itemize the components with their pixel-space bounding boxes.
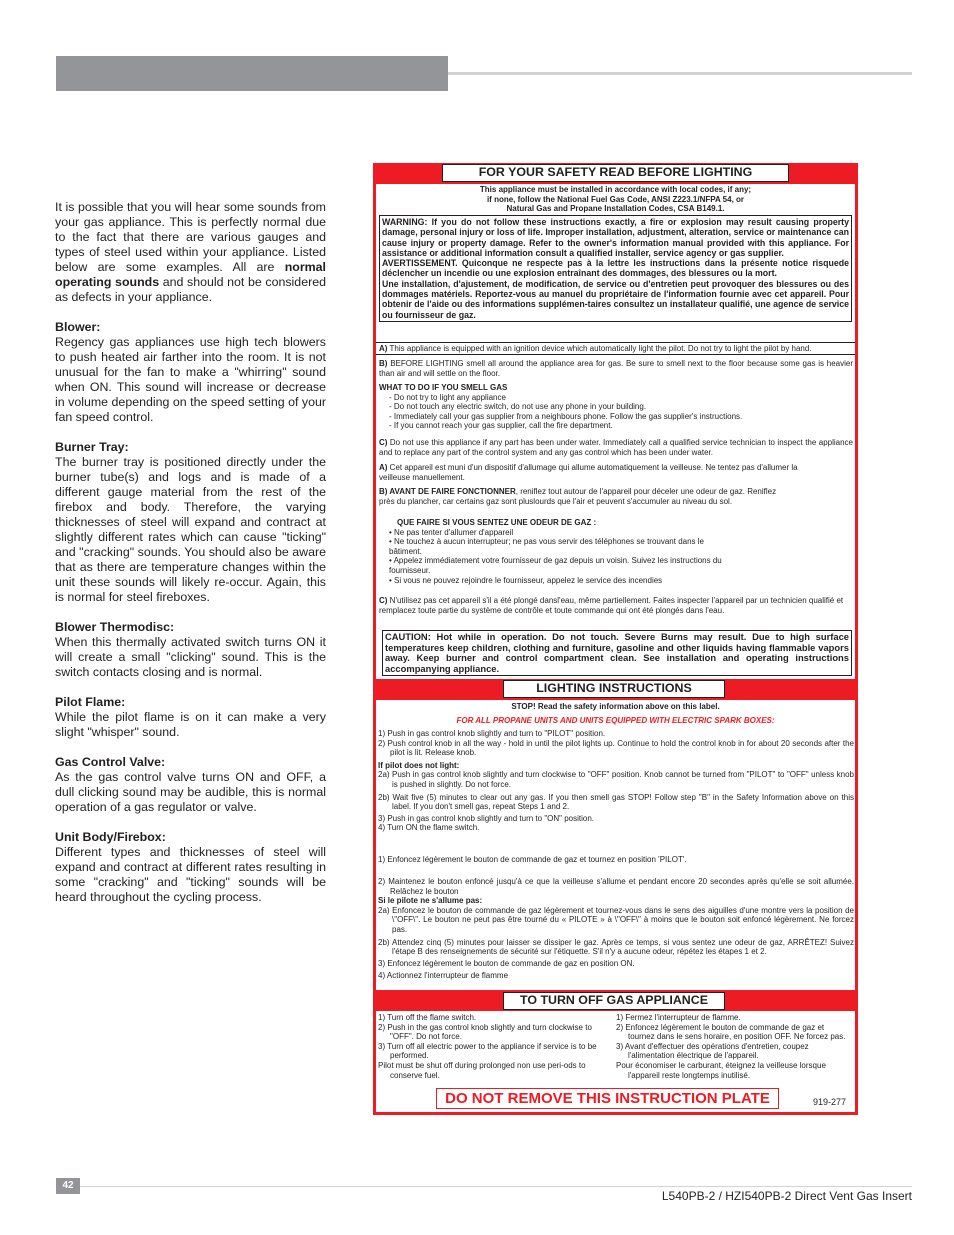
section-body: Different types and thicknesses of steel will expand and contract at different rates resulting in some "cracking" and "ticking" sounds will be heard throughout the cycling process.	[55, 845, 326, 904]
section-body: Regency gas appliances use high tech blowers to push heated air farther into the room. It is not unusual for the fan to make a "whirring" sound when ON. This sound will increase or decrease in volume depending on the speed setting of your fan speed control.	[55, 335, 326, 424]
do-not-remove-label: DO NOT REMOVE THIS INSTRUCTION PLATE	[436, 1088, 779, 1109]
part-number: 919-277	[813, 1097, 847, 1107]
item-a-fr: A) Cet appareil est muni d'un dispositif d'allumage qui allume automatiquement la veilleuse. Ne tentez pas d'allumer la veilleuse manuellement.	[379, 463, 798, 482]
item-b-fr: B) AVANT DE FAIRE FONCTIONNER, reniflez tout autour de l'appareil pour déceler une odeur de gaz. Reniflez près du plancher, car certains gaz sont pluslourds que l'air et peuvent s'accumuler au niveau du sol.	[379, 487, 777, 506]
install-note: This appliance must be installed in accordance with local codes, if any; if none, follow the National Fuel Gas Code, ANSI Z223.1/NFPA 54, or Natural Gas and Propane Installation Codes, CSA B149.1.	[479, 185, 752, 214]
item-b-en: B) BEFORE LIGHTING smell all around the appliance area for gas. Be sure to smell next to the floor because some gas is heavier than air and will settle on the floor.	[379, 359, 853, 378]
lighting-step-fr-1: 1) Enfoncez légèrement le bouton de commande de gaz et tournez en position 'PILOT'.	[378, 855, 687, 864]
divider	[376, 342, 855, 343]
section-title: Burner Tray:	[55, 440, 129, 454]
smell-gas-en: WHAT TO DO IF YOU SMELL GAS - Do not try to light any appliance - Do not touch any electric switch, do not use any phone in your building. - Immediately call your gas supplier from a neighbours phone. Follow the gas supplier's instructions. - If you cannot reach your gas supplier, call the fire department.	[379, 383, 743, 431]
safety-panel	[376, 184, 855, 679]
turn-off-title: TO TURN OFF GAS APPLIANCE	[503, 992, 725, 1010]
caution-box: CAUTION: Hot while in operation. Do not touch. Severe Burns may result. Due to high surface temperatures keep children, clothing and furniture, gasoline and other liquids having flammable vapors away. Keep burner and control compartment clean. See installation and operating instructions accompanying appliance.	[382, 630, 852, 676]
turn-off-steps-en: 1) Turn off the flame switch. 2) Push in the gas control knob slightly and turn clockwise to "OFF". Do not force. 3) Turn off all electric power to the appliance if service is to be performed. Pilot must be shut off during prolonged non use peri-ods to conserve fuel.	[378, 1013, 597, 1080]
page-number: 42	[56, 1178, 80, 1194]
section-title: Unit Body/Firebox:	[55, 830, 166, 844]
warning-box: WARNING: If you do not follow these instructions exactly, a fire or explosion may result causing property damage, personal injury or loss of life. Improper installation, adjustment, alteration, service or maintenance can cause injury or property damage. Refer to the owner's information manual provided with this appliance. For assistance or additional information consult a qualified installer, service agency or gas supplier. AVERTISSEMENT. Quiconque ne respecte pas à la lettre les instructions dans la présente notice risquede déclencher un incendie ou une explosion entraînant des dommages, des blessures ou la mort. Une installation, d'ajustement, de modification, de service ou d'entretien peut provoquer des blessures ou des dommages matériels. Reportez-vous au manuel du propriétaire de l'information fournie avec cet appareil. Pour obtenir de l'aide ou des informations supplémen-taires consultez un installateur qualifié, une agence de service ou fournisseur de gaz.	[379, 215, 852, 322]
doc-title: L540PB-2 / HZI540PB-2 Direct Vent Gas Insert	[661, 1189, 912, 1203]
turn-off-panel	[376, 1011, 855, 1112]
section-title: Blower Thermodisc:	[55, 620, 175, 634]
sounds-column	[55, 200, 326, 920]
lighting-panel	[376, 700, 855, 990]
section-burner-tray	[55, 440, 326, 605]
section-pilot-flame	[55, 695, 326, 740]
smell-gas-fr: QUE FAIRE SI VOUS SENTEZ UNE ODEUR DE GAZ : • Ne pas tenter d'allumer d'appareil • Ne touchez à aucun interrupteur; ne pas vous servir des téléphones se trouvant dans le bâtiment. • Appelez immédiatement votre fournisseur de gaz depuis un voisin. Suivez les instructions du fournisseur. • Si vous ne pouvez rejoindre le fournisseur, appelez le service des incendies	[389, 518, 722, 585]
item-c-en: C) Do not use this appliance if any part has been under water. Immediately call a qualified service technician to inspect the appliance and to replace any part of the control system and any gas control which has been under water.	[379, 438, 853, 457]
header-bar	[56, 56, 448, 91]
instruction-plate	[373, 163, 858, 1115]
footer-rule	[80, 1186, 912, 1187]
lighting-title: LIGHTING INSTRUCTIONS	[503, 680, 725, 698]
lighting-steps-en: 1) Push in gas control knob slightly and turn to "PILOT" position. 2) Push control knob in all the way - hold in until the pilot lights up. Continue to hold the control knob in for about 20 seconds after the pilot is lit. Release knob. If pilot does not light: 2a) Push in gas control knob slightly and turn clockwise to "OFF" position. Knob cannot be turned from "PILOT" to "OFF" unless knob is pushed in slightly. Do not force. 2b) Wait five (5) minutes to clear out any gas. If you then smell gas STOP! Follow step "B" in the Safety Information above on this label. If you don't smell gas, repeat Steps 1 and 2. 3) Push in gas control knob slightly and turn to "ON" position. 4) Turn ON the flame switch.	[378, 729, 854, 833]
section-blower	[55, 320, 326, 425]
divider	[376, 354, 855, 355]
section-blower-thermodisc	[55, 620, 326, 680]
section-body: When this thermally activated switch turns ON it will create a small "clicking" sound. This is the switch contacts closing and is normal.	[55, 635, 326, 679]
section-gas-control-valve	[55, 755, 326, 815]
propane-line: FOR ALL PROPANE UNITS AND UNITS EQUIPPED WITH ELECTRIC SPARK BOXES:	[456, 716, 775, 725]
intro-paragraph: It is possible that you will hear some sounds from your gas appliance. This is perfectly normal due to the fact that there are various gauges and types of steel used within your appliance. Listed below are some examples. All are normal operating sounds and should not be considered as defects in your appliance.	[55, 200, 326, 304]
section-body: As the gas control valve turns ON and OFF, a dull clicking sound may be audible, this is normal operation of a gas regulator or valve.	[55, 770, 326, 814]
section-title: Pilot Flame:	[55, 695, 126, 709]
header-rule	[448, 72, 912, 75]
section-body: While the pilot flame is on it can make a very slight "whisper" sound.	[55, 710, 326, 739]
item-a-en: A) This appliance is equipped with an ignition device which automatically light the pilot. Do not try to light the pilot by hand.	[379, 344, 812, 353]
lighting-steps-fr: 2) Maintenez le bouton enfoncé jusqu'à ce que la veilleuse s'allume et pendant encore 20 secondes après qu'elle se soit allumée. Relâchez le bouton Si le pilote ne s'allume pas: 2a) Enfoncez le bouton de commande de gaz légèrement et tournez-vous dans le sens des aiguilles d'une montre vers la position de \"OFF\". Le bouton ne peut pas être tourné du « PILOTE » à \"OFF\" à moins que le bouton soit enfoncé légèrement. Ne forcez pas. 2b) Attendez cinq (5) minutes pour laisser se dissiper le gaz. Après ce temps, si vous sentez une odeur de gaz, ARRÊTEZ! Suivez l'étape B des renseignements de sécurité sur l'étiquette. S'il n'y a aucune odeur, répétez les étapes 1 et 2. 3) Enfoncez légèrement le bouton de commande de gaz en position ON. 4) Actionnez l'interrupteur de flamme	[378, 877, 854, 981]
section-body: The burner tray is positioned directly under the burner tube(s) and logs and is made of a different gauge material from the rest of the firebox and body. Therefore, the varying thicknesses of steel will expand and contract at slightly different rates which can cause "ticking" and "cracking" sounds. You should also be aware that as there are temperature changes within the unit these sounds will likely re-occur. Again, this is normal for steel fireboxes.	[55, 455, 326, 604]
section-unit-body	[55, 830, 326, 905]
turn-off-steps-fr: 1) Fermez l'interrupteur de flamme. 2) Enfoncez légèrement le bouton de commande de gaz et tournez dans le sens horaire, en position OFF. Ne forcez pas. 3) Avant d'effectuer des opérations d'entretien, coupez l'alimentation électrique de l'appareil. Pour économiser le carburant, éteignez la veilleuse lorsque l'appareil reste longtemps inutilisé.	[616, 1013, 846, 1080]
item-c-fr: C) N'utilisez pas cet appareil s'il a été plongé dansl'eau, même partiellement. Faites inspecter l'appareil par un technicien qualifié et remplacez toute partie du système de contrôle et toute commande qui ont été plongés dans l'eau.	[379, 596, 844, 615]
section-title: Gas Control Valve:	[55, 755, 166, 769]
section-title: Blower:	[55, 320, 101, 334]
safety-title: FOR YOUR SAFETY READ BEFORE LIGHTING	[442, 164, 789, 182]
stop-line: STOP! Read the safety information above on this label.	[511, 702, 720, 711]
